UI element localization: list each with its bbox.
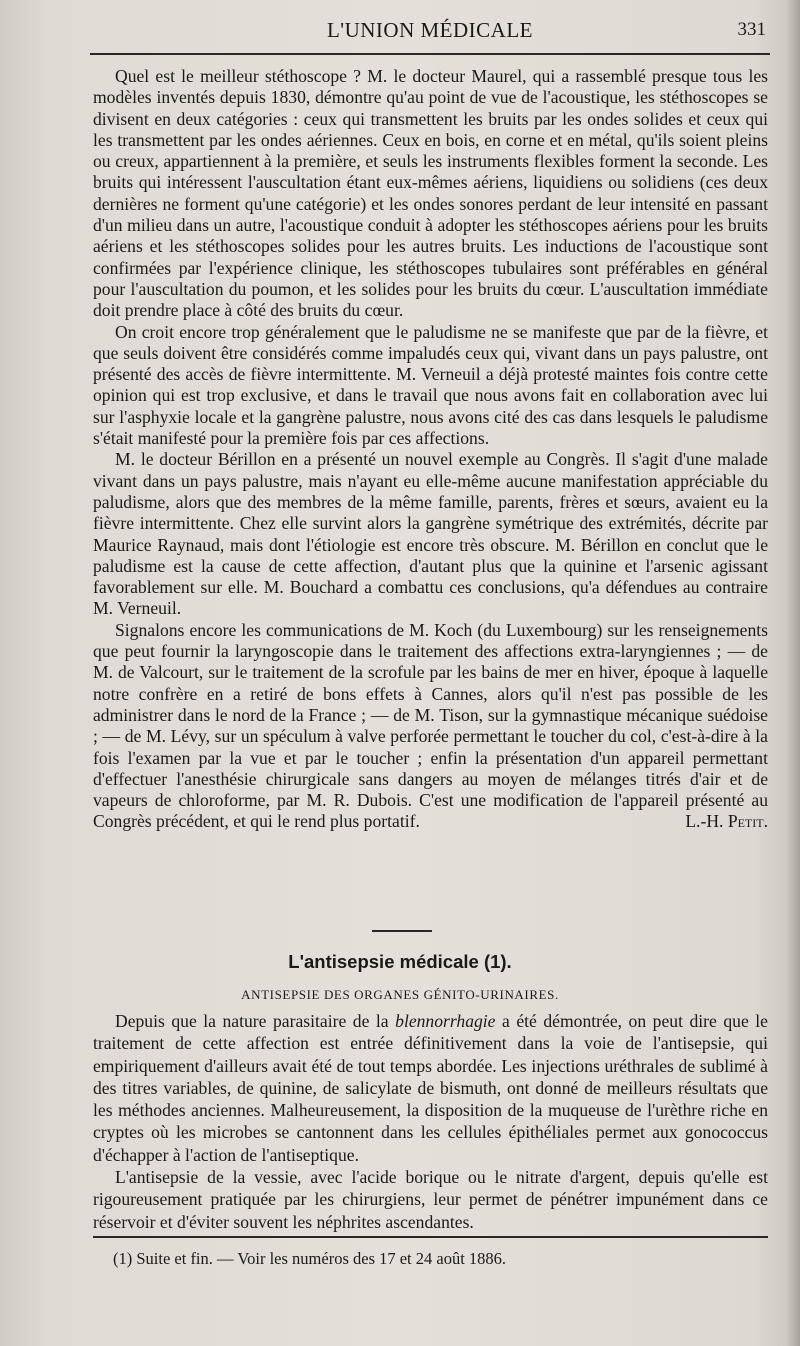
italic-term: blennorrhagie: [395, 1011, 496, 1031]
header-rule: [90, 53, 770, 55]
article-subtitle: ANTISEPSIE DES ORGANES GÉNITO-URINAIRES.: [241, 987, 559, 1002]
paragraph-text: Depuis que la nature parasitaire de la: [115, 1011, 396, 1031]
paragraph: [93, 620, 768, 833]
article-title: L'antisepsie médicale (1).: [288, 951, 512, 972]
running-title: L'UNION MÉDICALE: [326, 18, 533, 42]
paragraph: L'antisepsie de la vessie, avec l'acide borique ou le nitrate d'argent, depuis qu'elle est rigoureusement pratiquée par les chirurgiens, leur permet de pénétrer impunément dans ce réservoir et d'éviter souvent les néphrites ascendantes.: [93, 1167, 768, 1232]
paragraph: M. le docteur Bérillon en a présenté un nouvel exemple au Congrès. Il s'agit d'une malade vivant dans un pays palustre, mais n'ayant eu elle-même aucune manifestation appréciable du paludisme, alors que des membres de la même famille, parents, frères et sœurs, avaient eu la fièvre intermittente. Chez elle survint alors la gangrène symétrique des extrémités, décrite par Maurice Raynaud, mais dont l'étiologie est encore très obscure. M. Bérillon en conclut que le paludisme est la cause de cette affection, d'autant plus que la quinine et l'arsenic agissant favorablement sur elle. M. Bouchard a combattu ces conclusions, qu'a défendues au contraire M. Verneuil.: [93, 449, 768, 619]
paragraph: Quel est le meilleur stéthoscope ? M. le docteur Maurel, qui a rassemblé presque tous les modèles inventés depuis 1830, démontre qu'au point de vue de l'acoustique, les stéthoscopes se divisent en deux catégories : ceux qui transmettent les bruits par les ondes solides et ceux qui les transmettent par les ondes aériennes. Ceux en bois, en corne et en métal, qu'ils soient pleins ou creux, appartiennent à la première, et seuls les instruments flexibles forment la seconde. Les bruits qui intéressent l'auscultation étant eux-mêmes aériens, liquidiens ou solidiens (ces deux dernières ne forment qu'une catégorie) et les ondes sonores perdant de leur intensité en passant d'un milieu dans un autre, l'acoustique conduit à adopter les stéthoscopes aériens pour les bruits aériens et les stéthoscopes solides pour les autres bruits. Les inductions de l'acoustique sont confirmées par l'expérience clinique, les stéthoscopes tubulaires sont préférables en général pour l'auscultation du poumon, et les solides pour les bruits du cœur. L'auscultation immédiate doit prendre place à côté des bruits du cœur.: [93, 66, 768, 321]
page-header: [90, 18, 770, 48]
page-number: 331: [737, 19, 766, 40]
scan-edge-shadow: [786, 0, 800, 1346]
section-divider: [372, 930, 432, 932]
paragraph-text: Signalons encore les communications de M. Koch (du Luxembourg) sur les renseignements que peut fournir la laryngoscopie dans le traitement des affections extra-laryngiennes ; — de M. de Valcourt, sur le traitement de la scrofule par les bains de mer en hiver, époque à laquelle notre confrère en a retiré de bons effets à Cannes, alors qu'il n'est pas possible de les administrer dans le nord de la France ; — de M. Tison, sur la gymnastique mécanique suédoise ; — de M. Lévy, sur un spéculum à valve perforée permettant le toucher du col, c'est-à-dire à la fois l'examen par la vue et par le toucher ; enfin la présentation d'un appareil permettant d'effectuer l'anesthésie chirurgicale sans dangers au moyen de mélanges titrés d'air et de vapeurs de chloroforme, par M. R. Dubois. C'est une modification de l'appareil présenté au Congrès précédent, et qui le rend plus portatif.: [93, 619, 768, 832]
footnote: (1) Suite et fin. — Voir les numéros des 17 et 24 août 1886.: [113, 1249, 507, 1268]
author-signature: L.-H. Petit.: [685, 811, 768, 832]
paragraph-text: a été démontrée, on peut dire que le traitement de cette affection est entrée définitivement dans la voie de l'antisepsie, qui empiriquement d'ailleurs avait été de tout temps abordée. Les injections uréthrales de sublimé à des titres variables, de quinine, de salicylate de bismuth, ont donné de meilleurs résultats que les méthodes anciennes. Malheureusement, la disposition de la muqueuse de l'urèthre riche en cryptes où les microbes se cantonnent dans les cellules épithéliales permet aux gonococcus d'échapper à l'action de l'antiseptique.: [93, 1011, 768, 1165]
paragraph: On croit encore trop généralement que le paludisme ne se manifeste que par de la fièvre, et que seuls doivent être considérés comme impaludés ceux qui, vivant dans un pays palustre, ont présenté des accès de fièvre intermittente. M. Verneuil a déjà protesté maintes fois contre cette opinion qui est trop exclusive, et dans le travail que nous avons fait en collaboration avec lui sur l'asphyxie locale et la gangrène palustre, nous avons cité des cas dans lesquels le paludisme s'était manifesté pour la première fois par ces affections.: [93, 321, 768, 449]
body-text: [93, 66, 768, 833]
paragraph: [93, 1010, 768, 1166]
article-text: [93, 1010, 768, 1233]
footnote-rule: [93, 1236, 768, 1238]
